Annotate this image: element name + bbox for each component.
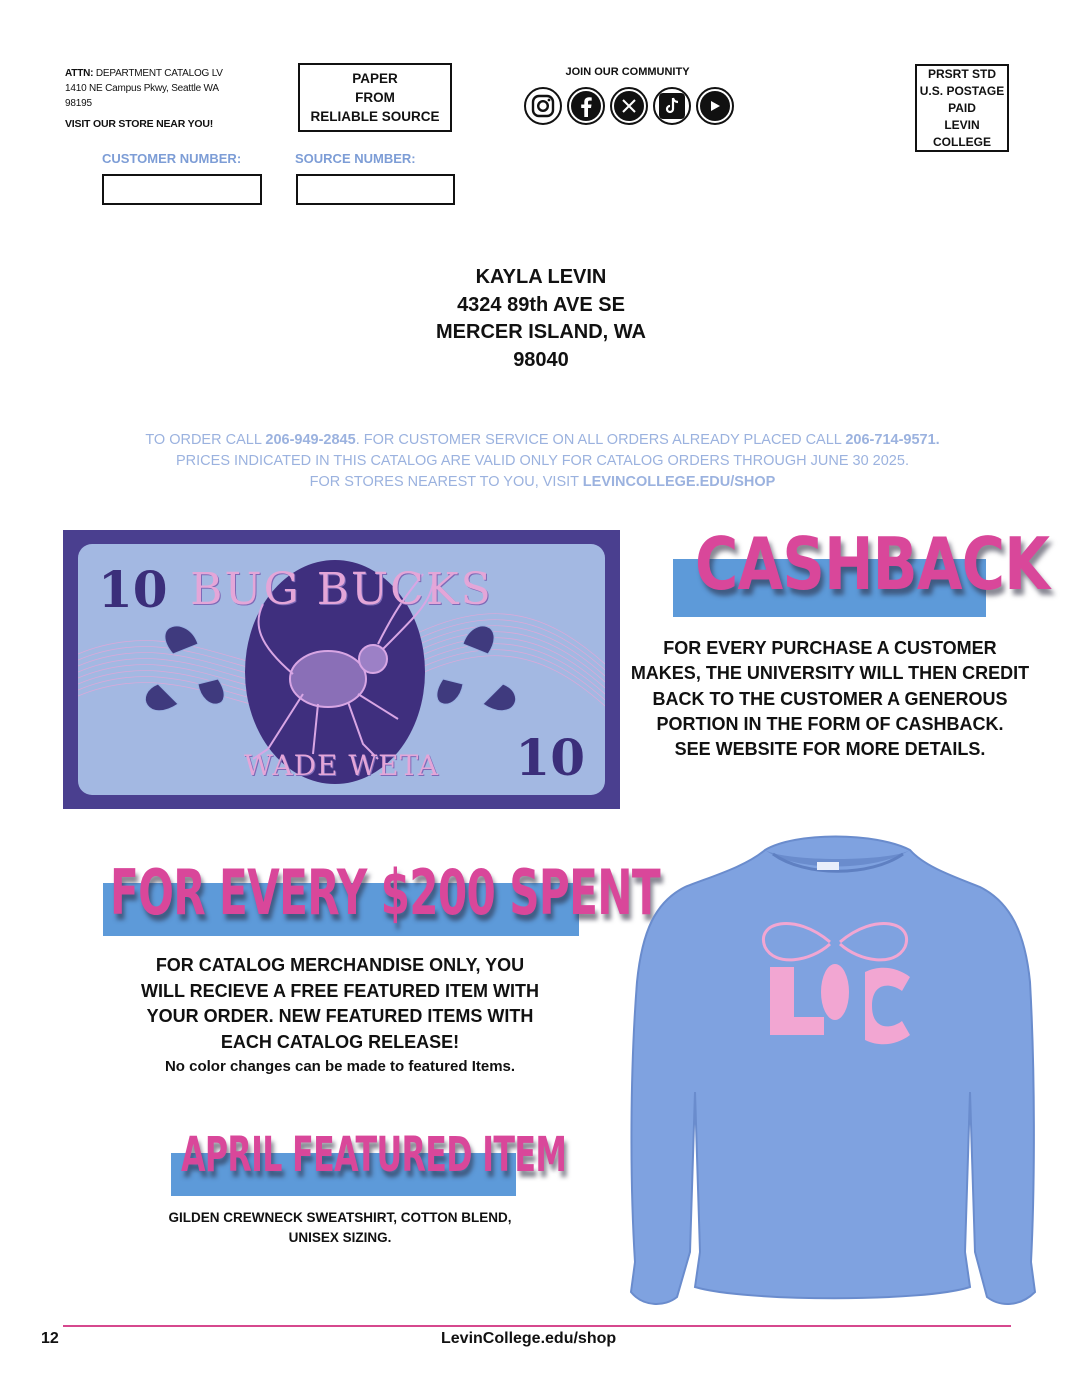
shop-link[interactable]: LEVINCOLLEGE.EDU/SHOP (582, 474, 776, 490)
cashback-line: SEE WEBSITE FOR MORE DETAILS. (674, 739, 986, 760)
spent-line: FOR CATALOG MERCHANDISE ONLY, YOU (155, 955, 525, 975)
footer-url[interactable]: LevinCollege.edu/shop (441, 1330, 617, 1347)
recipient-zip: 98040 (513, 348, 569, 371)
cashback-line: FOR EVERY PURCHASE A CUSTOMER (663, 638, 997, 658)
recipient-address (341, 264, 741, 374)
cashback-text (630, 636, 1030, 762)
community-label: JOIN OUR COMMUNITY (565, 66, 690, 78)
paper-line: FROM (355, 90, 395, 105)
return-zip: 98195 (65, 98, 92, 109)
customer-number-field[interactable] (102, 174, 262, 205)
cashback-line: BACK TO THE CUSTOMER A GENEROUS (652, 688, 1008, 709)
source-number-label: SOURCE NUMBER: (295, 151, 416, 166)
postage-line: PRSRT STD (927, 66, 996, 81)
social-icons (524, 87, 734, 125)
youtube-icon[interactable] (696, 87, 734, 125)
bill-title: BUG BUCKS (190, 564, 493, 615)
featured-heading: APRIL FEATURED ITEM (181, 1127, 567, 1183)
spent-heading: FOR EVERY $200 SPENT (110, 856, 660, 929)
bill-denomination-bottom: 10 (515, 728, 585, 787)
page-number: 12 (41, 1330, 59, 1347)
bill-denomination-top: 10 (98, 560, 168, 619)
cashback-heading: CASHBACK (695, 522, 1050, 606)
service-phone: 206-714-9571. (845, 432, 940, 448)
attn-value: DEPARTMENT CATALOG LV (95, 68, 223, 79)
spent-note: No color changes can be made to featured Items. (164, 1058, 516, 1075)
source-number-field[interactable] (296, 174, 455, 205)
prices-note: PRICES INDICATED IN THIS CATALOG ARE VALID ONLY FOR CATALOG ORDERS THROUGH JUNE 30 2025. (176, 453, 909, 469)
bug-bucks-bill (63, 530, 620, 809)
tiktok-icon[interactable] (653, 87, 691, 125)
stores-text: FOR STORES NEAREST TO YOU, VISIT (309, 474, 583, 490)
order-phone: 206-949-2845 (265, 432, 356, 448)
recipient-street: 4324 89th AVE SE (457, 293, 625, 316)
postage-line: LEVIN (944, 117, 980, 132)
recipient-name: KAYLA LEVIN (475, 266, 607, 288)
spent-text (120, 953, 560, 1079)
facebook-icon[interactable] (567, 87, 605, 125)
spent-line: EACH CATALOG RELEASE! (220, 1031, 460, 1052)
postage-indicia (915, 64, 1009, 152)
postage-line: U.S. POSTAGE (919, 83, 1005, 98)
bill-name: WADE WETA (244, 749, 439, 782)
cashback-line: MAKES, THE UNIVERSITY WILL THEN CREDIT (630, 663, 1030, 684)
paper-line: RELIABLE SOURCE (310, 109, 440, 124)
attn-label: ATTN: (65, 68, 94, 79)
bill-face (78, 544, 605, 795)
footer-divider (63, 1325, 1011, 1327)
paper-line: PAPER (352, 71, 398, 86)
return-address (65, 66, 223, 132)
order-info (100, 430, 985, 493)
postage-line: PAID (948, 100, 976, 115)
recipient-city: MERCER ISLAND, WA (436, 321, 646, 343)
spent-line: YOUR ORDER. NEW FEATURED ITEMS WITH (146, 1006, 534, 1026)
order-text: TO ORDER CALL (145, 432, 266, 448)
instagram-icon[interactable] (524, 87, 562, 125)
featured-line: GILDEN CREWNECK SWEATSHIRT, COTTON BLEND, (168, 1210, 512, 1225)
cashback-line: PORTION IN THE FORM OF CASHBACK. (656, 713, 1004, 734)
sweatshirt-image (625, 832, 1040, 1312)
spent-line: WILL RECIEVE A FREE FEATURED ITEM WITH (141, 980, 539, 1001)
paper-source-box (298, 63, 452, 132)
featured-text (140, 1208, 540, 1247)
visit-store-text: VISIT OUR STORE NEAR YOU! (65, 118, 214, 130)
customer-number-label: CUSTOMER NUMBER: (102, 151, 242, 166)
postage-line: COLLEGE (932, 134, 991, 149)
featured-line: UNISEX SIZING. (288, 1229, 392, 1245)
service-text: . FOR CUSTOMER SERVICE ON ALL ORDERS ALREADY PLACED CALL (355, 432, 846, 448)
return-street: 1410 NE Campus Pkwy, Seattle WA (65, 83, 219, 94)
x-icon[interactable] (610, 87, 648, 125)
